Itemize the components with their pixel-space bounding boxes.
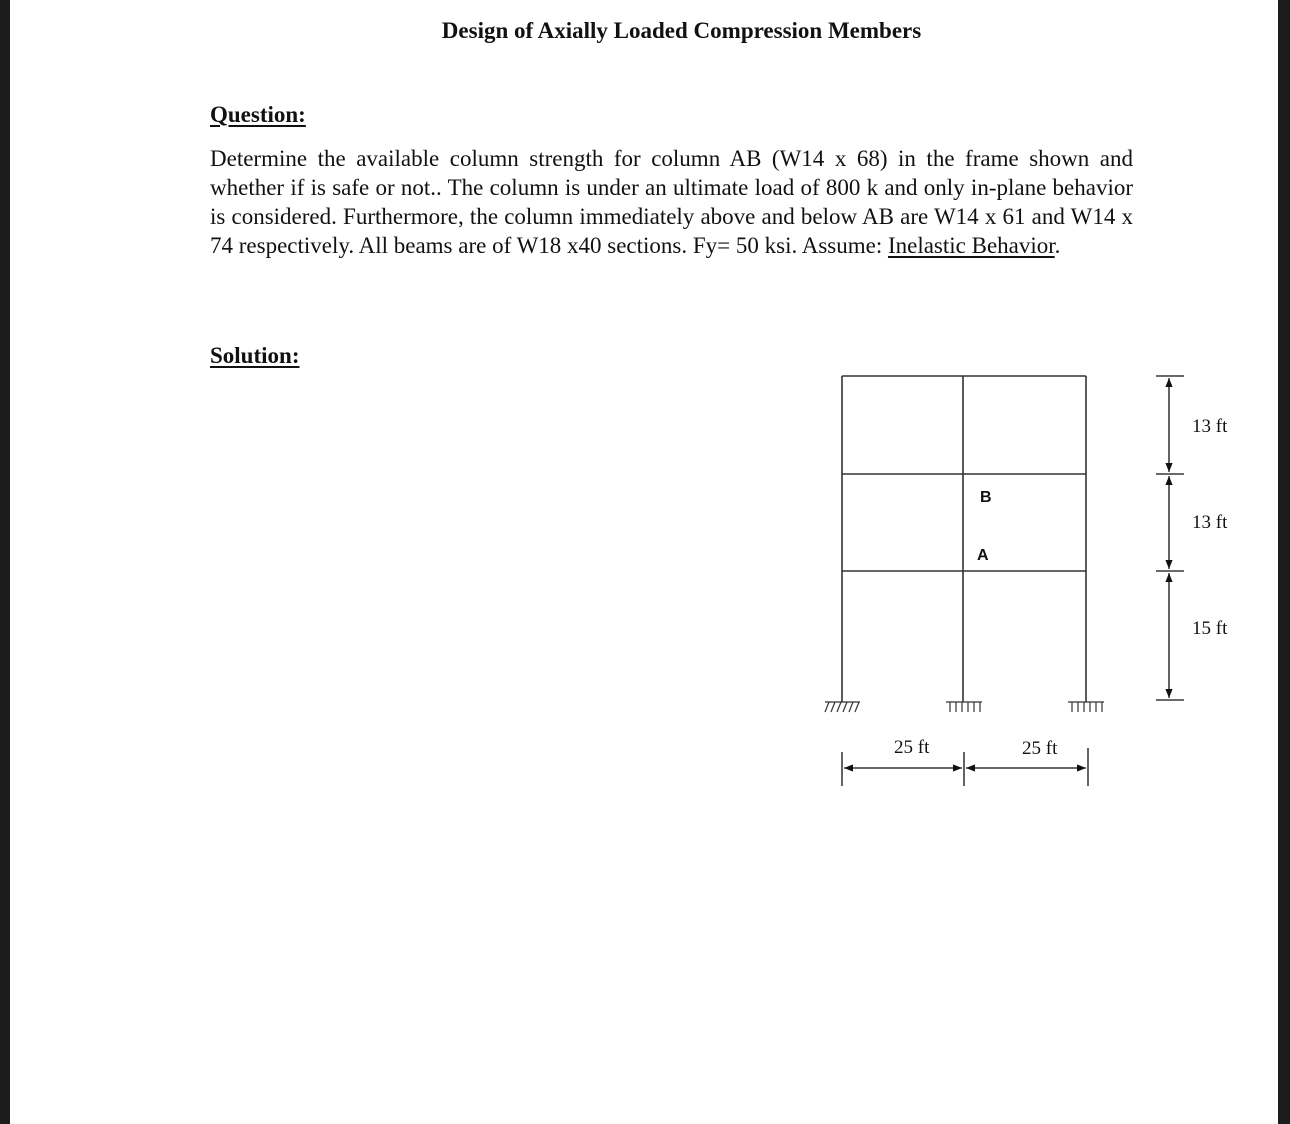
height-label-top: 13 ft xyxy=(1192,416,1228,437)
node-label-a: A xyxy=(977,547,989,564)
span-label-left: 25 ft xyxy=(894,737,930,758)
document-page xyxy=(10,0,1278,1124)
question-emphasis: Inelastic Behavior xyxy=(887,233,1055,258)
question-body: Determine the available column strength for column AB (W14 x 68) in the frame shown and whether if is safe or not.. The column is under an ultimate load of 800 k and only in-plane behavior is considered. Furthermore, the column immediately above and below AB are W14 x 61 and W14 x 74 respectively. All beams are of W18 x40 sections. Fy= 50 ksi. Assume: xyxy=(210,146,1133,258)
page-title: Design of Axially Loaded Compression Members xyxy=(441,18,922,43)
support-middle xyxy=(946,702,982,712)
height-label-middle: 13 ft xyxy=(1192,512,1228,533)
support-right xyxy=(1068,702,1104,712)
support-left xyxy=(825,702,860,712)
frame-diagram xyxy=(10,0,1278,1124)
span-label-right: 25 ft xyxy=(1022,738,1058,759)
height-label-bottom: 15 ft xyxy=(1192,618,1228,639)
question-end: . xyxy=(1054,233,1061,258)
question-heading: Question: xyxy=(210,102,306,127)
node-label-b: B xyxy=(980,489,992,506)
solution-heading: Solution: xyxy=(210,343,300,368)
